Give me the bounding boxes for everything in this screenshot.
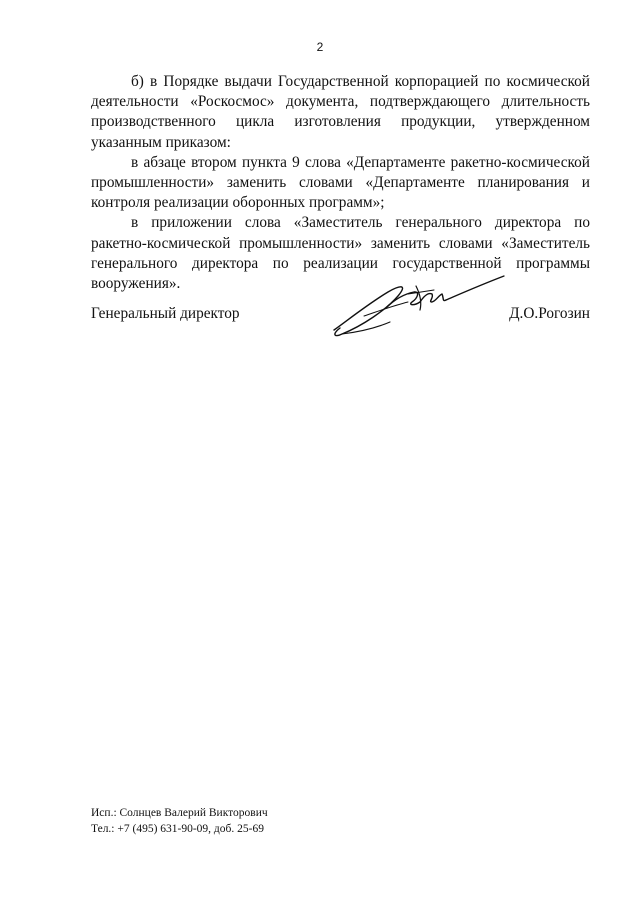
executor-name: Исп.: Солнцев Валерий Викторович [91, 807, 268, 819]
executor-phone: Тел.: +7 (495) 631-90-09, доб. 25-69 [91, 822, 264, 835]
signatory-position: Генеральный директор [91, 305, 240, 322]
paragraph-abzac: в абзаце втором пункта 9 слова «Департаменте ракетно-космической промышленности» заменить словами «Департаменте планирования и контроля реализации оборонных программ»; [91, 153, 590, 212]
executor-info [91, 806, 268, 837]
paragraph-b: б) в Порядке выдачи Государственной корпорацией по космической деятельности «Роскосмос» документа, подтверждающего длительность производственного цикла изготовления продукции, утвержденном указанным приказом: [91, 73, 590, 151]
document-body [91, 72, 590, 294]
signatory-name: Д.О.Рогозин [509, 305, 590, 322]
paragraph-prilozhenie: в приложении слова «Заместитель генерального директора по ракетно-космической промышленности» заменить словами «Заместитель генерального директора по реализации государственной программы вооружения». [91, 214, 590, 293]
page-number: 2 [316, 40, 324, 54]
handwritten-signature [328, 272, 508, 344]
